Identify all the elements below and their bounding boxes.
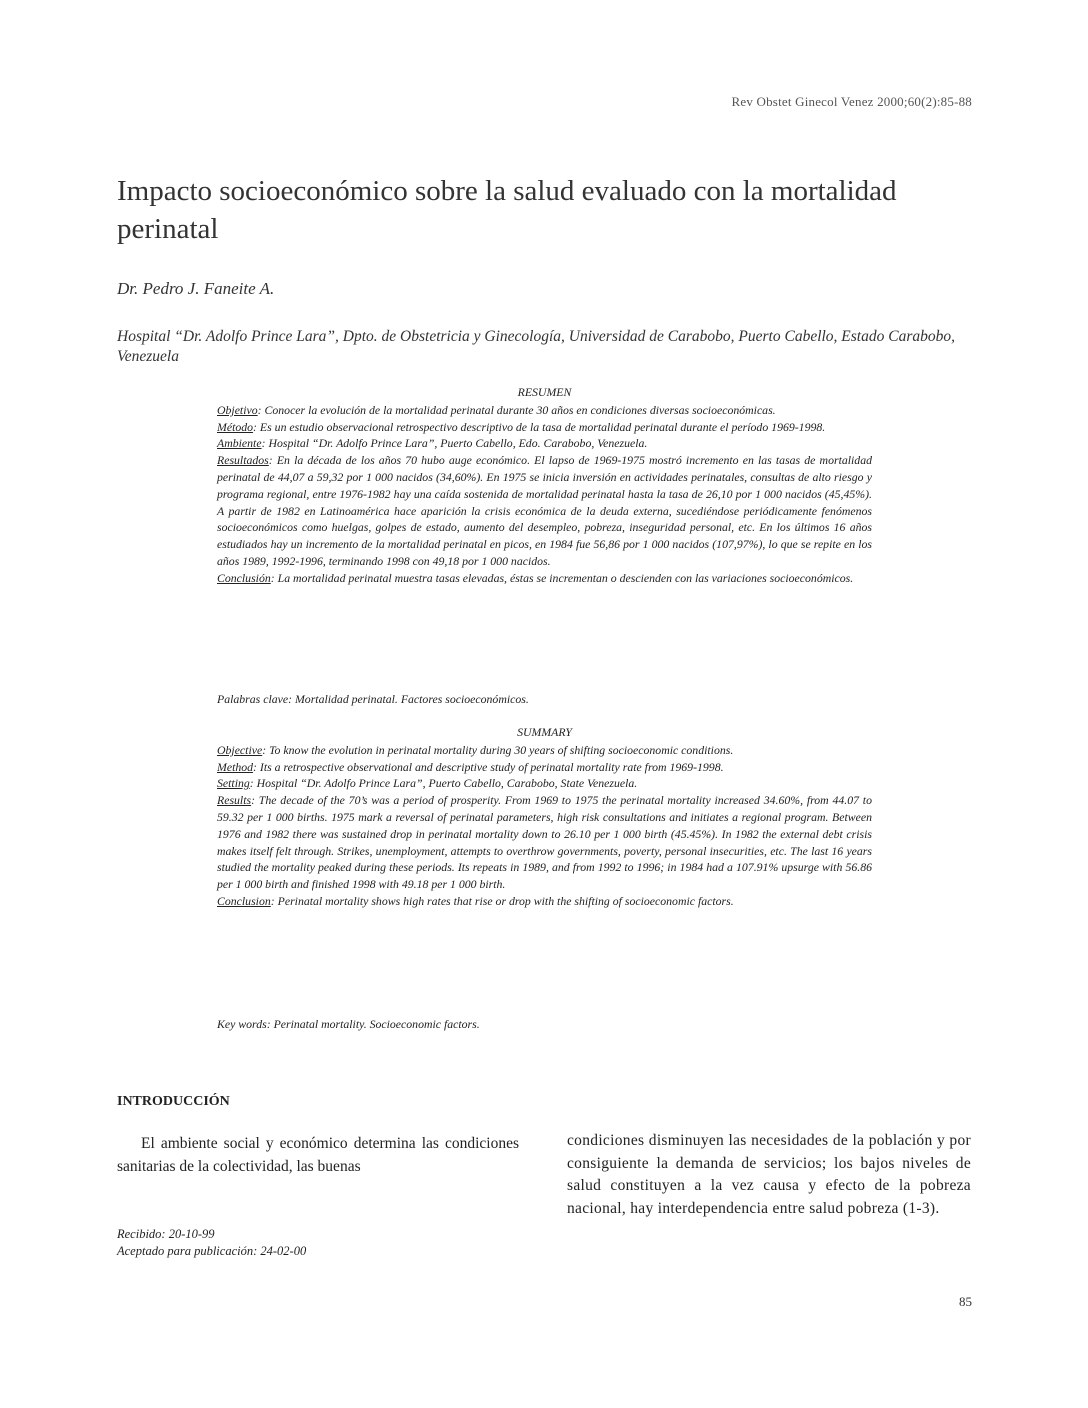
summary-results-label: Results [217,793,252,808]
resumen-resultados-label: Resultados [217,453,269,468]
author-affiliation: Hospital “Dr. Adolfo Prince Lara”, Dpto. de Obstetricia y Ginecología, Universidad de Carabobo, Puerto Cabello, Estado Carabobo, Venezuela [117,328,955,365]
article-title: Impacto socioeconómico sobre la salud evaluado con la mortalidad perinatal [117,175,897,245]
summary-results [217,792,872,893]
summary-objective-label: Objective [217,742,263,757]
resumen-objetivo [217,402,872,419]
resumen-ambiente-text: : Hospital “Dr. Adolfo Prince Lara”, Puerto Cabello, Edo. Carabobo, Venezuela. [261,436,648,451]
resumen-keywords: Palabras clave: Mortalidad perinatal. Factores socioeconómicos. [217,692,529,706]
received-date: Recibido: 20-10-99 [117,1227,215,1241]
resumen-conclusion-text: : La mortalidad perinatal muestra tasas elevadas, éstas se incrementan o descienden con las variaciones socioeconómicos. [270,570,854,585]
summary-setting-label: Setting [217,776,250,791]
summary-conclusion [217,893,872,910]
resumen-objetivo-label: Objetivo [217,402,258,417]
resumen-conclusion [217,570,872,587]
resumen-resultados [217,452,872,570]
resumen-metodo-label: Método [217,419,254,434]
resumen-resultados-text: : En la década de los años 70 hubo auge económico. El lapso de 1969-1975 mostró incremento en las tasas de mortalidad perinatal de 44,07 a 59,32 por 1 000 nacidos (34,60%). En 1975 se inicia inversión en actividades perinatales, consultas de alto riesgo y programa regional, entre 1976-1982 hay una caída sostenida de mortalidad perinatal hasta la tasa de 26,10 por 1 000 nacidos (45,45%). A partir de 1982 en Latinoamérica hace aparición la crisis económica de la deuda externa, sucediéndose periódicamente fenómenos socioeconómicos como huelgas, golpes de estado, aumento del desempleo, pobreza, inseguridad personal, etc. En los últimos 16 años estudiados hay un incremento de la mortalidad perinatal en picos, en 1984 fue 56,86 por 1 000 nacidos (107,97%), lo que se repite en los años 1989, 1992-1996, terminando 1998 con 49,18 por 1 000 nacidos. [217,453,872,568]
resumen-ambiente-label: Ambiente [217,436,262,451]
summary-setting [217,775,872,792]
author-name: Dr. Pedro J. Faneite A. [117,279,275,298]
summary-objective [217,742,872,759]
summary-conclusion-label: Conclusion [217,893,271,908]
introduction-right-column: condiciones disminuyen las necesidades de la población y por consiguiente la demanda de servicios; los bajos niveles de salud constituyen a la vez causa y efecto de la pobreza nacional, hay interdependencia entre salud pobreza (1-3). [567,1132,971,1217]
resumen-heading: RESUMEN [517,385,572,399]
resumen-metodo-text: : Es un estudio observacional retrospectivo descriptivo de la tasa de mortalidad perinatal durante el período 1969-1998. [253,419,826,434]
summary-results-text: : The decade of the 70’s was a period of prosperity. From 1969 to 1975 the perinatal mortality increased 34.60%, from 44.07 to 59.32 per 1 000 births. 1975 mark a reversal of perinatal parameters, high risk consultations and initiates a regional program. Between 1976 and 1982 there was sustained drop in perinatal mortality down to 26.10 per 1 000 birth (45.45%). In 1982 the external debt crisis makes itself felt through. Strikes, unemployment, attempts to overthrow governments, poverty, personal insecurities, etc. The last 16 years studied the mortality peaked during these periods. Its repeats in 1989, and from 1992 to 1996; in 1984 had a 107.91% upsurge with 56.86 per 1 000 birth and finished 1998 with 49.18 per 1 000 birth. [217,793,872,892]
summary-block [217,724,872,910]
summary-method-text: : Its a retrospective observational and descriptive study of perinatal mortality rate from 1969-1998. [253,759,724,774]
resumen-conclusion-label: Conclusión [217,570,271,585]
summary-method [217,759,872,776]
introduction-heading: INTRODUCCIÓN [117,1094,230,1109]
page-number: 85 [959,1294,972,1309]
article-dates [117,1226,306,1260]
resumen-objetivo-text: : Conocer la evolución de la mortalidad perinatal durante 30 años en condiciones diversas socioeconómicas. [257,402,776,417]
resumen-metodo [217,419,872,436]
summary-setting-text: : Hospital “Dr. Adolfo Prince Lara”, Puerto Cabello, Carabobo, State Venezuela. [249,776,638,791]
summary-method-label: Method [217,759,254,774]
resumen-ambiente [217,435,872,452]
summary-heading: SUMMARY [517,725,572,739]
introduction-left-column: El ambiente social y económico determina las condiciones sanitarias de la colectividad, las buenas [117,1135,519,1175]
summary-keywords: Key words: Perinatal mortality. Socioeconomic factors. [217,1017,480,1031]
summary-conclusion-text: : Perinatal mortality shows high rates that rise or drop with the shifting of socioeconomic factors. [270,893,734,908]
accepted-date: Aceptado para publicación: 24-02-00 [117,1244,307,1258]
resumen-block [217,384,872,587]
journal-reference: Rev Obstet Ginecol Venez 2000;60(2):85-88 [731,94,972,109]
summary-objective-text: : To know the evolution in perinatal mortality during 30 years of shifting socioeconomic conditions. [262,742,734,757]
